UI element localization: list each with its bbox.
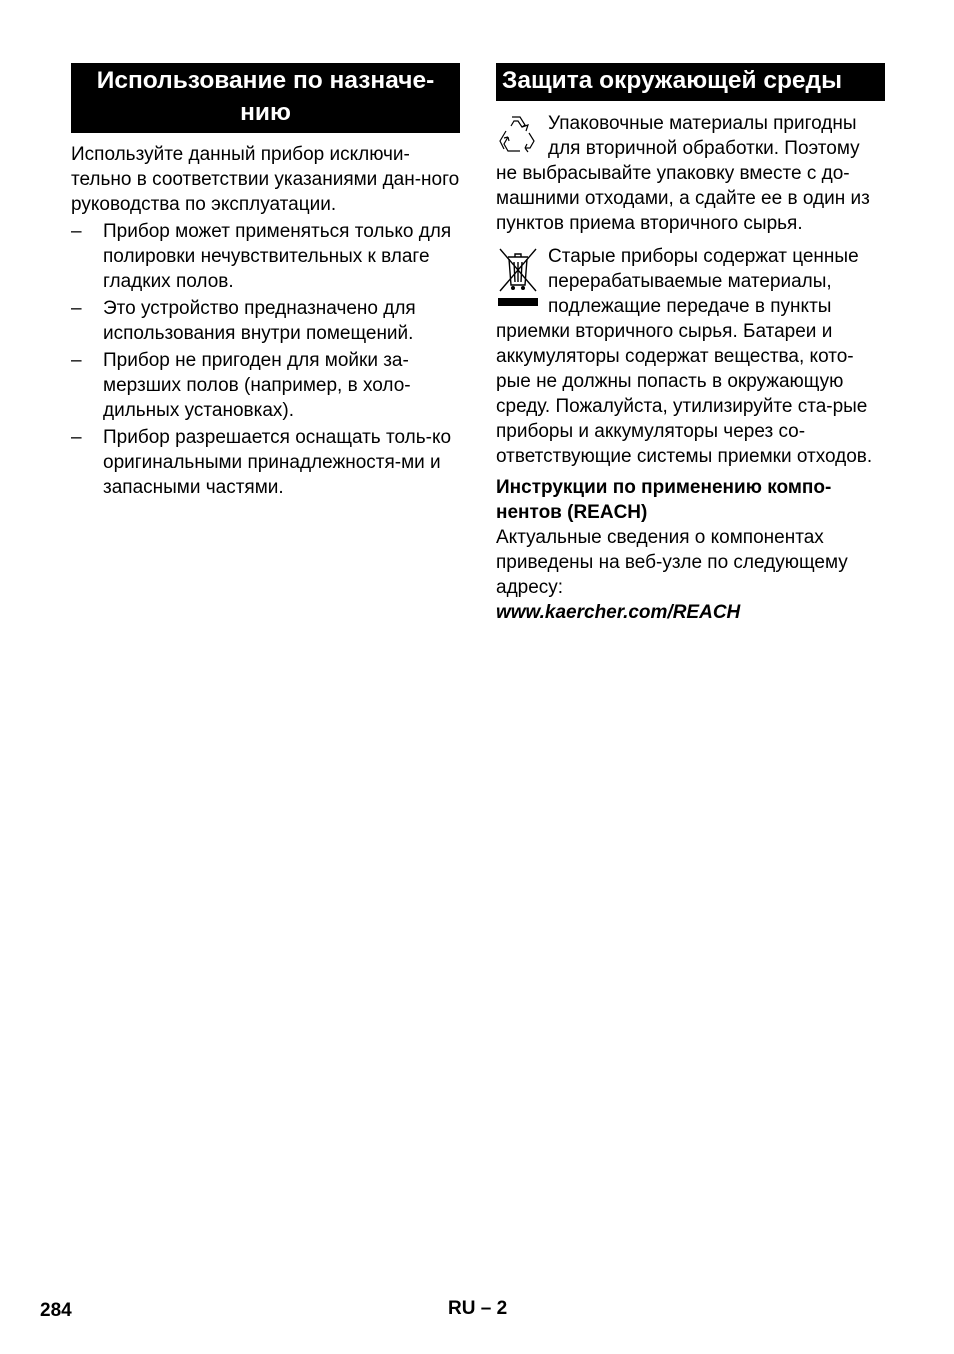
recycling-paragraph [496,111,885,236]
heading-line-1: Использование по назначе- [96,67,435,94]
list-item: – Это устройство предназначено для использования внутри помещений. [71,298,416,344]
dash-marker: – [71,298,82,319]
dash-marker: – [71,427,82,448]
reach-paragraph: Актуальные сведения о компонентах приведены на веб-узле по следующему адресу: [496,527,848,598]
right-column [496,63,885,625]
intro-paragraph: Используйте данный прибор исключи-тельно в соответствии указаниями дан-ного руководства по эксплуатации. [71,144,460,215]
list-item: – Прибор разрешается оснащать толь-ко оригинальными принадлежностя-ми и запасными частями. [71,427,452,498]
disposal-text: Старые приборы содержат ценные перерабатываемые материалы, подлежащие передаче в пункты приемки вторичного сырья. Батареи и аккумуляторы содержат вещества, кото-рые не должны попасть в окружающую среду. Пожалуйста, утилизируйте ста-рые приборы и аккумуляторы через со-ответствующие системы приемки отходов. [496,246,873,467]
left-column [71,63,460,500]
section-heading-environment: Защита окружающей среды [496,63,885,101]
disposal-paragraph [496,244,885,469]
list-item: – Прибор может применяться только для полировки нечувствительных к влаге гладких полов. [71,221,452,292]
dash-marker: – [71,350,82,371]
reach-url-link[interactable]: www.kaercher.com/REACH [496,602,741,623]
recycling-text: Упаковочные материалы пригодны для вторичной обработки. Поэтому не выбрасывайте упаковку вместе с до-машними отходами, а сдайте ее в один из пунктов приема вторичного сырья. [496,113,870,234]
section-heading-intended-use [71,63,460,133]
list-item: – Прибор не пригоден для мойки за-мерзших полов (например, в холо-дильных установках). [71,350,411,421]
heading-line-2: нию [240,99,291,126]
crossed-bin-icon [496,245,540,307]
reach-heading: Инструкции по применению компо-нентов (REACH) [496,477,832,523]
page-number: 284 [40,1300,72,1321]
language-page-label: RU – 2 [448,1298,508,1319]
dash-marker: – [71,221,82,242]
usage-list [71,219,460,500]
recycle-icon [496,113,540,159]
